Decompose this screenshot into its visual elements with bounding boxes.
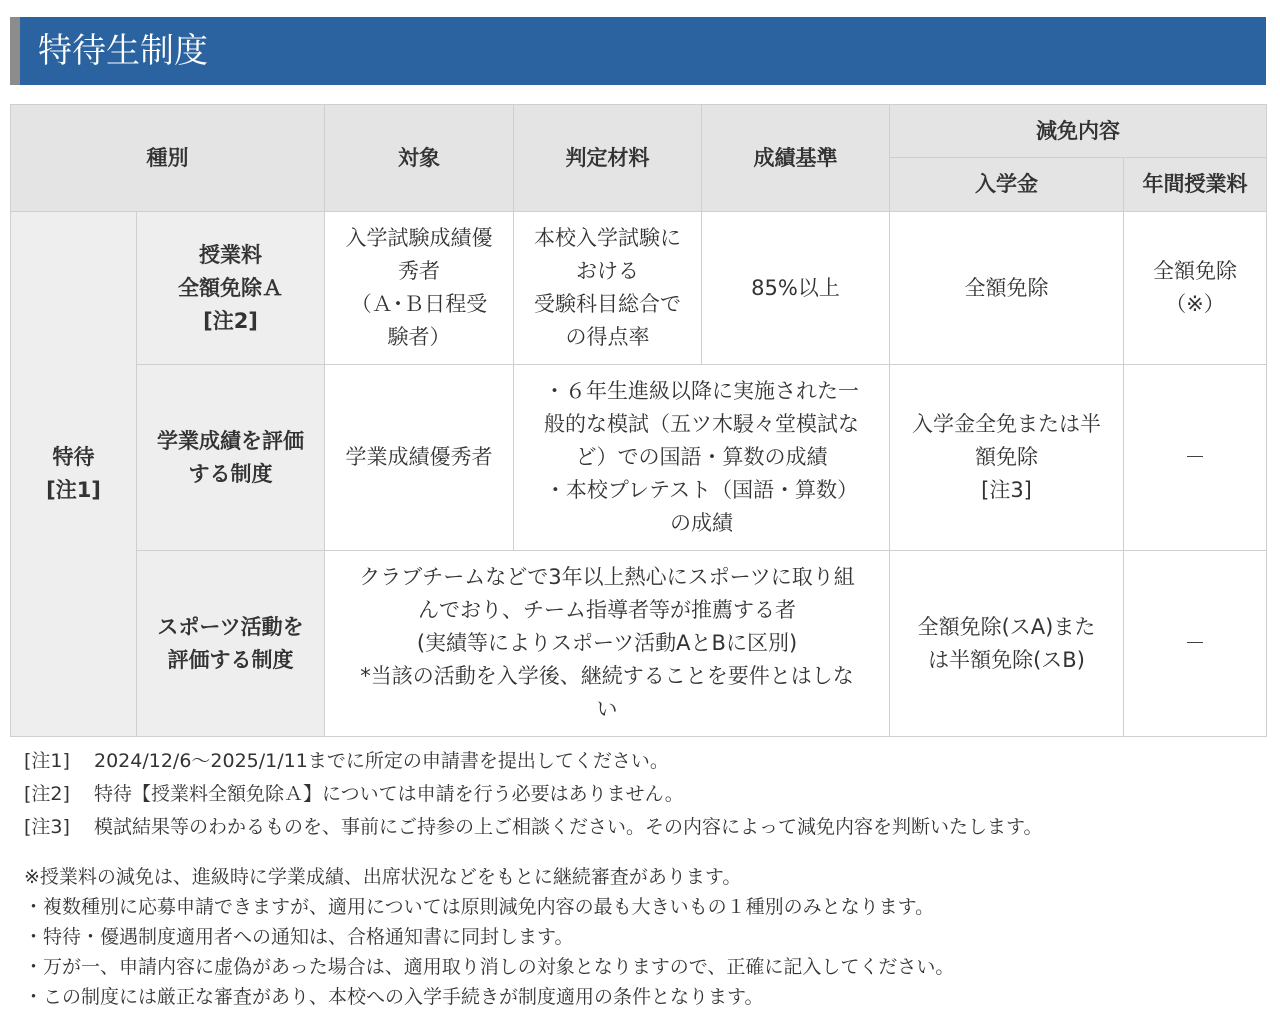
note-text: 特待【授業料全額免除Ａ】については申請を行う必要はありません。	[94, 783, 684, 805]
remark-item: ・この制度には厳正な審査があり、本校への入学手続きが制度適用の条件となります。	[24, 986, 764, 1008]
table-row	[11, 212, 1267, 365]
row-target: クラブチームなどで3年以上熱心にスポーツに取り組 んでおり、チーム指導者等が推薦する者 (実績等によりスポーツ活動AとBに区別) *当該の活動を入学後、継続することを要件とはしな い	[325, 551, 890, 737]
category-label: 特待 [注1]	[11, 212, 137, 737]
header-criteria: 成績基準	[702, 105, 890, 212]
remark-item: ・特待・優遇制度適用者への通知は、合格通知書に同封します。	[24, 926, 574, 948]
note-text: 2024/12/6～2025/1/11までに所定の申請書を提出してください。	[94, 750, 669, 772]
header-type: 種別	[11, 105, 325, 212]
header-entrance-fee: 入学金	[890, 158, 1124, 212]
row-tuition: －	[1124, 551, 1267, 737]
note-item	[24, 778, 1264, 811]
row-type-label: 学業成績を評価 する制度	[137, 365, 325, 551]
row-entrance-fee: 全額免除(スA)また は半額免除(スB)	[890, 551, 1124, 737]
row-material: ・６年生進級以降に実施された一 般的な模試（五ツ木駸々堂模試な ど）での国語・算数の成績 ・本校プレテスト（国語・算数） の成績	[514, 365, 890, 551]
header-annual-tuition: 年間授業料	[1124, 158, 1267, 212]
scholarship-table	[10, 104, 1267, 737]
remark-item: ・複数種別に応募申請できますが、適用については原則減免内容の最も大きいもの１種別のみとなります。	[24, 896, 935, 918]
header-target: 対象	[325, 105, 514, 212]
row-tuition: 全額免除 （※）	[1124, 212, 1267, 365]
note-item	[24, 745, 1264, 778]
row-type-label: 授業料 全額免除Ａ [注2]	[137, 212, 325, 365]
remark-item: ※授業料の減免は、進級時に学業成績、出席状況などをもとに継続審査があります。	[24, 866, 742, 888]
row-target: 学業成績優秀者	[325, 365, 514, 551]
table-row	[11, 551, 1267, 737]
notes-section	[24, 745, 1264, 1012]
page-title: 特待生制度	[10, 17, 1266, 85]
header-material: 判定材料	[514, 105, 702, 212]
table-row	[11, 365, 1267, 551]
remark-item: ・万が一、申請内容に虚偽があった場合は、適用取り消しの対象となりますので、正確に記入してください。	[24, 956, 955, 978]
note-text: 模試結果等のわかるものを、事前にご持参の上ご相談ください。その内容によって減免内容を判断いたします。	[94, 816, 1043, 838]
note-label: [注1]	[24, 750, 70, 772]
note-label: [注2]	[24, 783, 70, 805]
row-type-label: スポーツ活動を 評価する制度	[137, 551, 325, 737]
row-tuition: －	[1124, 365, 1267, 551]
note-item	[24, 811, 1264, 844]
row-target: 入学試験成績優 秀者 （Ａ･Ｂ日程受 験者）	[325, 212, 514, 365]
note-label: [注3]	[24, 816, 70, 838]
row-criteria: 85%以上	[702, 212, 890, 365]
row-entrance-fee: 全額免除	[890, 212, 1124, 365]
header-reduction: 減免内容	[890, 105, 1267, 158]
remarks-list	[24, 862, 1264, 1012]
row-entrance-fee: 入学金全免または半 額免除 [注3]	[890, 365, 1124, 551]
row-material: 本校入学試験に おける 受験科目総合で の得点率	[514, 212, 702, 365]
